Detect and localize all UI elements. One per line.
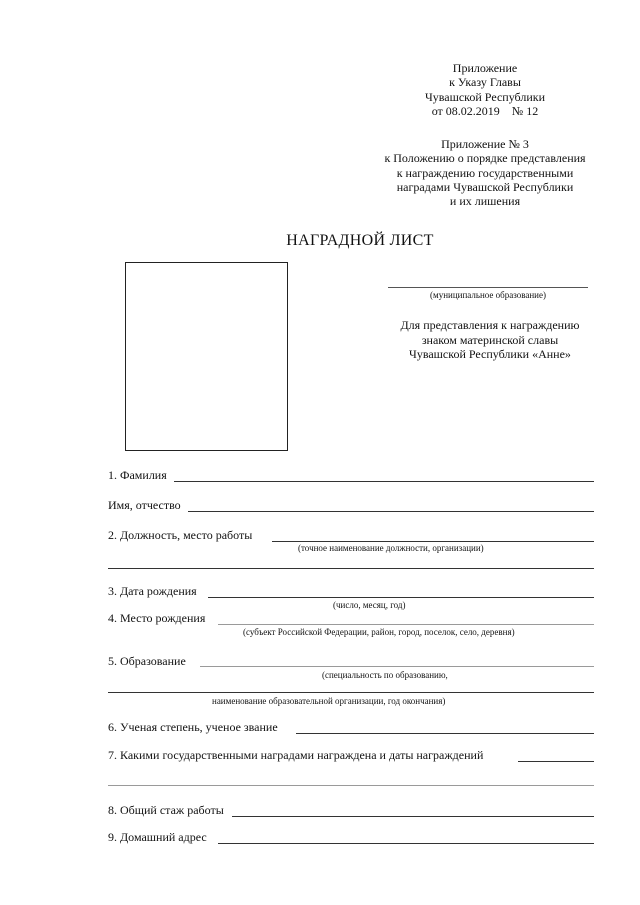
name-patronymic-label: Имя, отчество (108, 498, 181, 512)
degree-line[interactable] (296, 733, 594, 734)
birth-place-line[interactable] (218, 624, 594, 625)
birth-place-caption: (субъект Российской Федерации, район, город, поселок, село, деревня) (243, 627, 515, 637)
photo-box (125, 262, 288, 451)
header-line: и их лишения (449, 194, 521, 209)
header-line: Приложение (452, 61, 518, 75)
municipality-caption: (муниципальное образование) (430, 290, 546, 300)
header-line: наградами Чувашской Республики (396, 179, 574, 194)
position-caption: (точное наименование должности, организации) (298, 543, 484, 553)
education-line-2[interactable] (108, 692, 594, 693)
birth-date-caption: (число, месяц, год) (333, 600, 406, 610)
birth-date-line[interactable] (208, 597, 594, 598)
education-line[interactable] (200, 666, 594, 667)
position-line[interactable] (272, 541, 594, 542)
education-caption-2: наименование образовательной организации, год окончания) (212, 696, 446, 706)
awards-line-2[interactable] (108, 785, 594, 786)
page-title: НАГРАДНОЙ ЛИСТ (286, 232, 434, 249)
address-line[interactable] (218, 843, 594, 844)
header-line: к Положению о порядке представления (384, 151, 586, 166)
municipality-line[interactable] (388, 287, 588, 288)
birth-date-label: 3. Дата рождения (108, 584, 197, 598)
education-label: 5. Образование (108, 654, 186, 668)
birth-place-label: 4. Место рождения (108, 611, 206, 625)
header-line: Приложение № 3 (441, 137, 529, 151)
header-line: от 08.02.2019 № 12 (431, 103, 539, 118)
surname-line[interactable] (174, 481, 594, 482)
purpose-text (372, 318, 608, 362)
position-label: 2. Должность, место работы (108, 528, 253, 542)
experience-label: 8. Общий стаж работы (108, 803, 224, 817)
surname-label: 1. Фамилия (108, 468, 167, 482)
experience-line[interactable] (232, 816, 594, 817)
purpose-line: Чувашской Республики «Анне» (409, 347, 571, 361)
awards-label: 7. Какими государственными наградами награждена и даты награждений (108, 748, 484, 762)
awards-line[interactable] (518, 761, 594, 762)
header-line: Чувашской Республики (424, 89, 546, 104)
education-caption: (специальность по образованию, (322, 670, 448, 680)
degree-label: 6. Ученая степень, ученое звание (108, 720, 278, 734)
header-line: к Указу Главы (449, 75, 521, 90)
position-line-2[interactable] (108, 568, 594, 569)
purpose-line: Для представления к награждению (400, 318, 580, 332)
appendix-regulation-block (360, 137, 610, 208)
header-line: к награждению государственными (396, 165, 574, 180)
purpose-line: знаком материнской славы (421, 332, 559, 347)
name-patronymic-line[interactable] (188, 511, 594, 512)
address-label: 9. Домашний адрес (108, 830, 207, 844)
appendix-decree-block (360, 61, 610, 118)
